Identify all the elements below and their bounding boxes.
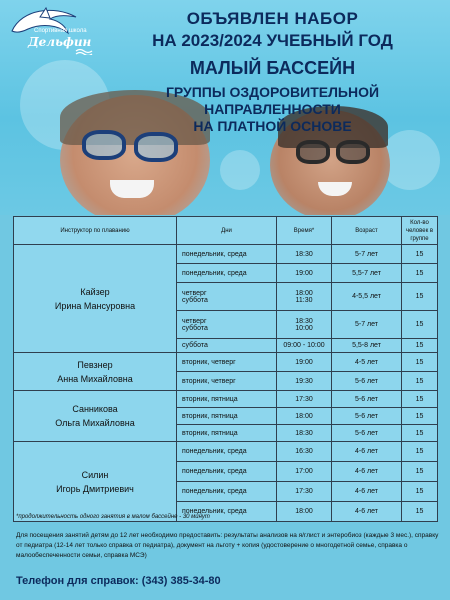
count-cell: 15 [402,391,438,408]
days-cell [177,482,277,502]
time-cell [277,482,332,502]
time-line: 17:30 [295,395,313,403]
count-cell: 15 [402,425,438,442]
days-line: вторник, четверг [182,358,236,366]
time-cell [277,283,332,311]
days-line: понедельник, среда [182,488,247,495]
instructor-name-line: Певзнер [77,359,113,370]
days-line: вторник, пятница [182,412,238,420]
table-row [14,245,438,264]
title-line-2: НА 2023/2024 УЧЕБНЫЙ ГОД [152,31,393,50]
time-cell [277,372,332,391]
title-line-4: ГРУППЫ ОЗДОРОВИТЕЛЬНОЙ [165,84,380,100]
header-instructor: Инструктор по плаванию [14,217,177,245]
days-line: суббота [182,324,208,332]
logo-name: Дельфин [28,35,92,49]
header-days: Дни [177,217,277,245]
age-cell: 5,5-7 лет [332,264,402,283]
age-cell: 5-6 лет [332,391,402,408]
days-cell [177,283,277,311]
count-cell: 15 [402,264,438,283]
title-line-1: ОБЪЯВЛЕН НАБОР [186,9,359,28]
table-row [14,391,438,408]
age-cell: 4-5 лет [332,353,402,372]
count-cell: 15 [402,339,438,353]
instructor-name [14,442,177,522]
days-cell [177,391,277,408]
header-count: Кол-во человек в группе [402,217,438,245]
days-line: вторник, пятница [182,429,238,437]
requirements-info: Для посещения занятий детям до 12 лет необходимо предоставить: результаты анализов на я/глист и энтеробиоз (каждые 3 мес.), справку от педиатра (12-14 лет только справка от педиатра), документ на льготу + копия (удостоверение о многодетной семье, справка о малообеспеченности семьи, справка МСЭ) [16,532,439,559]
age-cell: 4-6 лет [332,462,402,482]
count-cell: 15 [402,245,438,264]
count-cell: 15 [402,353,438,372]
time-line: 18:30 [295,317,313,325]
header-time: Время* [277,217,332,245]
days-cell [177,372,277,391]
schedule-table [13,216,438,522]
days-cell [177,462,277,482]
age-cell: 4-5,5 лет [332,283,402,311]
time-line: 18:00 [295,289,313,297]
title-line-3: МАЛЫЙ БАССЕЙН [189,58,356,78]
header-age: Возраст [332,217,402,245]
time-line: 11:30 [295,296,313,304]
time-line: 17:00 [295,468,313,475]
age-cell: 5-6 лет [332,408,402,425]
time-cell [277,425,332,442]
days-line: четверг [182,317,207,325]
count-cell: 15 [402,311,438,339]
count-cell: 15 [402,442,438,462]
time-cell [277,442,332,462]
time-cell [277,245,332,264]
instructor-name-line: Санникова [72,404,118,414]
age-cell: 5-6 лет [332,372,402,391]
days-line: вторник, пятница [182,395,238,403]
school-logo [6,5,102,55]
title-line-6: НА ПЛАТНОЙ ОСНОВЕ [193,118,352,134]
days-cell [177,353,277,372]
days-cell [177,425,277,442]
footnote: *продолжительность одного занятия в малом бассейне - 30 минут [16,514,210,520]
table-row [14,353,438,372]
schedule-body [14,245,438,522]
days-cell [177,408,277,425]
time-cell [277,462,332,482]
instructor-name-line: Кайзер [80,286,110,297]
age-cell: 5,5-8 лет [332,339,402,353]
time-cell [277,502,332,522]
logo-subtitle: Спортивная школа [34,28,87,34]
count-cell: 15 [402,482,438,502]
instructor-name [14,353,177,391]
days-cell [177,245,277,264]
days-line: понедельник, среда [182,508,247,515]
age-cell: 4-6 лет [332,442,402,462]
days-line: понедельник, среда [182,448,247,455]
days-cell [177,339,277,353]
days-cell [177,442,277,462]
instructor-name [14,391,177,442]
days-line: понедельник, среда [182,269,247,277]
time-line: 18:30 [295,250,313,258]
time-line: 18:30 [295,429,313,437]
time-cell [277,264,332,283]
time-line: 09:00 - 10:00 [283,342,325,349]
days-cell [177,264,277,283]
days-cell [177,311,277,339]
table-header-row [14,217,438,245]
instructor-name-line: Силин [81,469,109,480]
days-line: понедельник, среда [182,468,247,475]
instructor-name-line: Ольга Михайловна [55,418,135,428]
age-cell: 5-7 лет [332,245,402,264]
time-cell [277,391,332,408]
count-cell: 15 [402,502,438,522]
age-cell: 4-6 лет [332,482,402,502]
time-line: 19:00 [295,269,313,277]
time-cell [277,353,332,372]
time-line: 10:00 [295,324,313,332]
table-row [14,442,438,462]
title-line-5: НАПРАВЛЕННОСТИ [204,101,341,117]
days-line: суббота [182,296,208,304]
count-cell: 15 [402,283,438,311]
age-cell: 4-6 лет [332,502,402,522]
count-cell: 15 [402,462,438,482]
time-line: 16:30 [295,448,313,455]
days-line: четверг [182,289,207,297]
announcement-title [100,8,445,135]
count-cell: 15 [402,372,438,391]
time-cell [277,339,332,353]
instructor-name-line: Игорь Дмитриевич [56,483,134,494]
time-line: 18:00 [295,412,313,420]
time-line: 17:30 [295,488,313,495]
time-cell [277,311,332,339]
days-line: суббота [182,342,208,349]
age-cell: 5-6 лет [332,425,402,442]
time-line: 18:00 [295,508,313,515]
instructor-name-line: Анна Михайловна [57,373,133,384]
instructor-name-line: Ирина Мансуровна [54,300,136,311]
age-cell: 5-7 лет [332,311,402,339]
time-line: 19:30 [295,377,313,385]
phone-number: Телефон для справок: (343) 385-34-80 [16,575,221,587]
days-line: вторник, четверг [182,377,236,385]
count-cell: 15 [402,408,438,425]
time-line: 19:00 [295,358,313,366]
days-line: понедельник, среда [182,250,247,258]
instructor-name [14,245,177,353]
time-cell [277,408,332,425]
